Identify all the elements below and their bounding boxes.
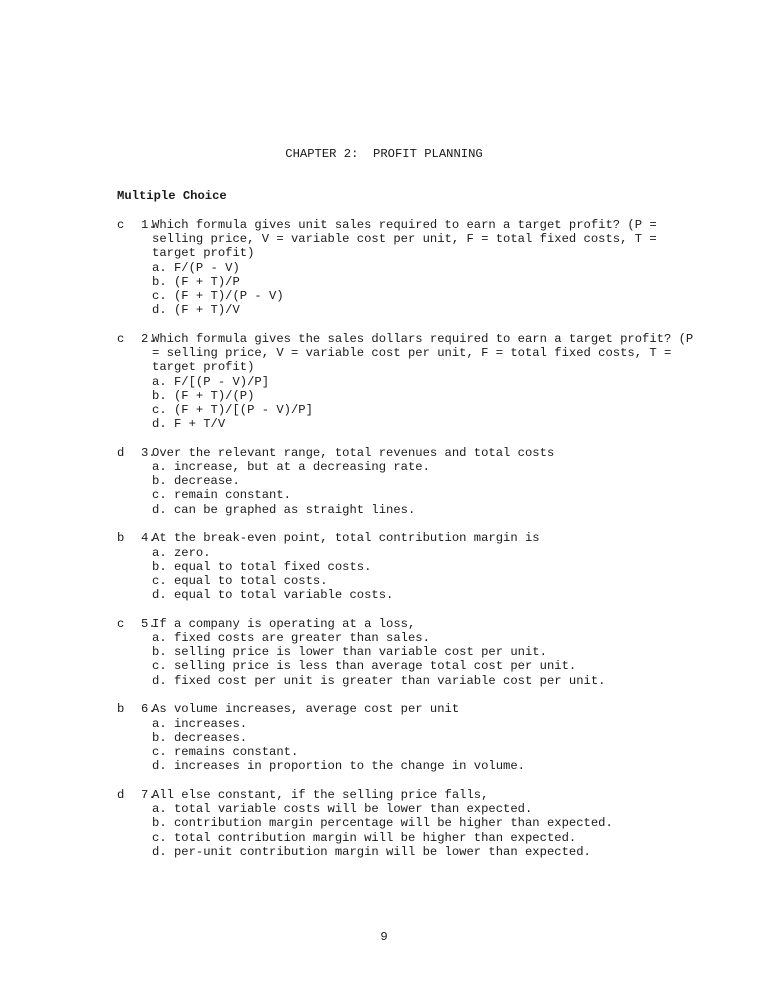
question-7 <box>117 788 717 859</box>
option-b: b. (F + T)/P <box>152 274 240 289</box>
option-d: d. increases in proportion to the change in volume. <box>152 759 525 774</box>
option-d: d. F + T/V <box>152 417 226 432</box>
option-c: c. total contribution margin will be higher than expected. <box>152 830 577 845</box>
option-b: b. decrease. <box>152 474 240 489</box>
option-b: b. contribution margin percentage will be higher than expected. <box>152 816 613 831</box>
question-number: 1. <box>141 218 156 232</box>
option-a: a. total variable costs will be lower than expected. <box>152 802 533 817</box>
option-b: b. selling price is lower than variable cost per unit. <box>152 645 547 660</box>
option-d: d. fixed cost per unit is greater than variable cost per unit. <box>152 673 606 688</box>
question-number: 5. <box>141 616 156 631</box>
question-stem: At the break-even point, total contribution margin is <box>152 531 540 546</box>
question-stem: Over the relevant range, total revenues and total costs <box>152 445 555 460</box>
option-c: c. selling price is less than average total cost per unit. <box>152 659 577 674</box>
question-4 <box>117 531 717 602</box>
question-number: 3. <box>141 445 156 460</box>
page-number: 9 <box>380 930 388 944</box>
question-2 <box>117 332 717 431</box>
question-stem: All else constant, if the selling price falls, <box>152 787 489 802</box>
answer-key: d <box>117 445 125 460</box>
question-6 <box>117 702 717 773</box>
question-3 <box>117 446 717 517</box>
answer-key: b <box>117 702 125 717</box>
option-c: c. equal to total costs. <box>152 573 328 588</box>
question-1 <box>117 218 717 317</box>
option-a: a. F/(P - V) <box>152 260 240 275</box>
option-d: d. (F + T)/V <box>152 303 240 318</box>
option-list <box>117 546 717 603</box>
option-c: c. (F + T)/[(P - V)/P] <box>152 402 313 417</box>
answer-key: c <box>117 218 125 232</box>
option-b: b. decreases. <box>152 730 248 745</box>
option-b: b. (F + T)/(P) <box>152 388 255 403</box>
question-number: 2. <box>141 331 156 346</box>
option-a: a. fixed costs are greater than sales. <box>152 631 430 646</box>
answer-key: c <box>117 616 125 631</box>
option-a: a. increase, but at a decreasing rate. <box>152 460 430 475</box>
option-a: a. zero. <box>152 545 211 560</box>
option-list <box>117 631 717 688</box>
option-d: d. can be graphed as straight lines. <box>152 502 416 517</box>
option-d: d. equal to total variable costs. <box>152 588 394 603</box>
option-c: c. (F + T)/(P - V) <box>152 289 284 304</box>
question-stem: As volume increases, average cost per unit <box>152 702 460 717</box>
option-list <box>117 460 717 517</box>
option-a: a. F/[(P - V)/P] <box>152 374 270 389</box>
option-b: b. equal to total fixed costs. <box>152 559 372 574</box>
option-c: c. remain constant. <box>152 488 291 503</box>
question-number: 4. <box>141 531 156 546</box>
option-a: a. increases. <box>152 716 248 731</box>
option-d: d. per-unit contribution margin will be lower than expected. <box>152 844 591 859</box>
question-stem: Which formula gives the sales dollars required to earn a target profit? (P = selling price, V = variable cost per unit, F = total fixed costs, T = target profit) <box>152 331 694 375</box>
question-number: 7. <box>141 787 156 802</box>
question-stem: If a company is operating at a loss, <box>152 616 416 631</box>
answer-key: d <box>117 787 125 802</box>
option-list <box>117 261 717 318</box>
answer-key: c <box>117 331 125 346</box>
option-list <box>117 375 717 432</box>
question-number: 6. <box>141 702 156 717</box>
question-5 <box>117 617 717 688</box>
option-list <box>117 717 717 774</box>
question-list <box>117 218 717 873</box>
question-stem: Which formula gives unit sales required to earn a target profit? (P = selling price, V = variable cost per unit, F = total fixed costs, T = target profit) <box>152 218 657 261</box>
answer-key: b <box>117 531 125 546</box>
section-heading: Multiple Choice <box>117 189 227 203</box>
option-list <box>117 802 717 859</box>
option-c: c. remains constant. <box>152 745 299 759</box>
chapter-title: CHAPTER 2: PROFIT PLANNING <box>285 147 483 161</box>
